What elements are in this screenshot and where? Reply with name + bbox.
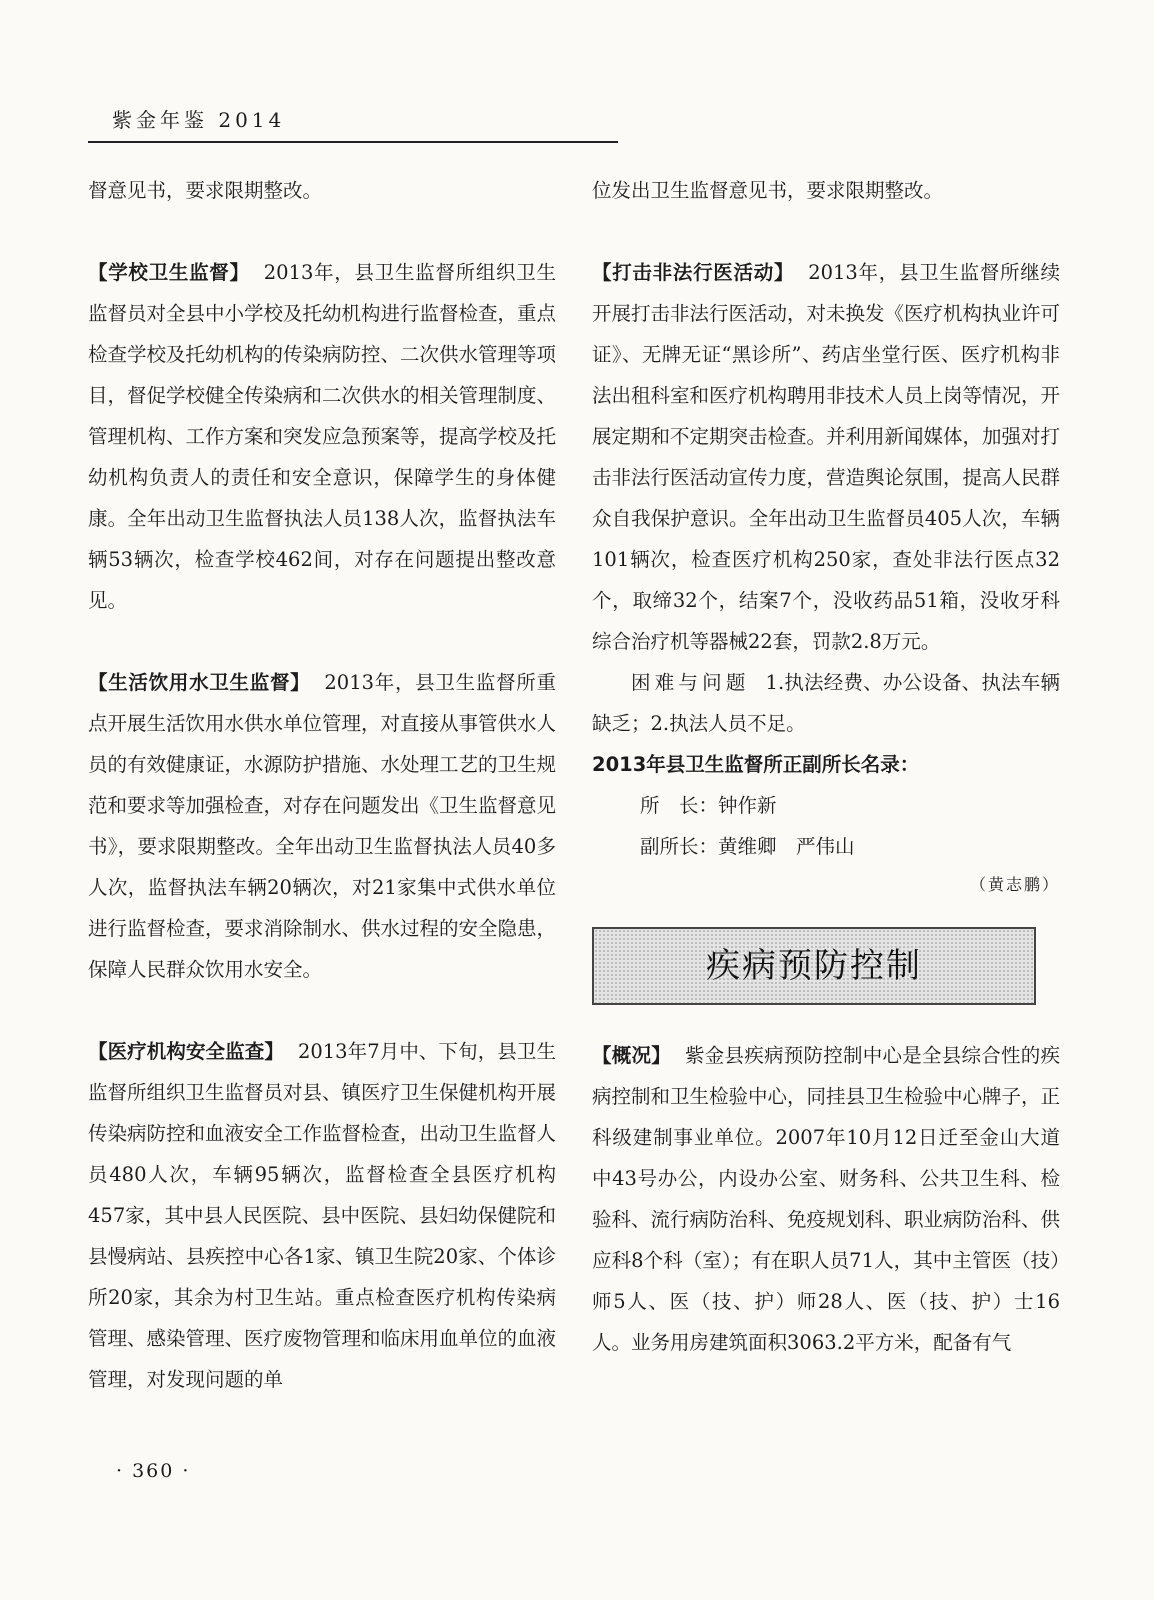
- section-title: 【医疗机构安全监查】: [88, 1040, 284, 1063]
- author-credit: （黄志鹏）: [969, 875, 1060, 894]
- section-body: 2013年，县卫生监督所重点开展生活饮用水供水单位管理，对直接从事管供水人员的有效健康证，水源防护措施、水处理工艺的卫生规范和要求等加强检查，对存在问题发出《卫生监督意见书》，要求限期整改。全年出动卫生监督执法人员40多人次，监督执法车辆20辆次，对21家集中式供水单位进行监督检查，要求消除制水、供水过程的安全隐患，保障人民群众饮用水安全。: [88, 671, 557, 981]
- difficulties-text: 1.执法经费、办公设备、执法车辆缺乏；2.执法人员不足。: [592, 671, 1060, 735]
- left-continuation: 督意见书，要求限期整改。: [88, 179, 323, 202]
- roster-director: 所 长：钟作新: [640, 794, 777, 817]
- section-banner: [592, 927, 1036, 1005]
- school-hygiene-section: [88, 252, 556, 621]
- difficulties-paragraph: [592, 662, 1060, 744]
- roster-deputy: 副所长：黄维卿 严伟山: [640, 835, 855, 858]
- section-body: 2013年，县卫生监督所继续开展打击非法行医活动，对未换发《医疗机构执业许可证》、无牌无证“黑诊所”、药店坐堂行医、医疗机构非法出租科室和医疗机构聘用非技术人员上岗等情况，开展定期和不定期突击检查。并利用新闻媒体，加强对打击非法行医活动宣传力度，营造舆论氛围，提高人民群众自我保护意识。全年出动卫生监督员405人次，车辆101辆次，检查医疗机构250家，查处非法行医点32个，取缔32个，结案7个，没收药品51箱，没收牙科综合治疗机等器械22套，罚款2.8万元。: [592, 261, 1061, 653]
- medical-safety-section: [88, 1031, 556, 1400]
- section-body: 紫金县疾病预防控制中心是全县综合性的疾病控制和卫生检验中心，同挂县卫生检验中心牌子，正科级建制事业单位。2007年10月12日迁至金山大道中43号办公，内设办公室、财务科、公共卫生科、检验科、流行病防治科、免疫规划科、职业病防治科、供应科8个科（室）；有在职人员71人，其中主管医（技）师5人、医（技、护）师28人、医（技、护）士16人。业务用房建筑面积3063.2平方米，配备有气: [592, 1044, 1061, 1354]
- section-body: 2013年7月中、下旬，县卫生监督所组织卫生监督员对县、镇医疗卫生保健机构开展传染病防控和血液安全工作监督检查，出动卫生监督人员480人次，车辆95辆次，监督检查全县医疗机构457家，其中县人民医院、县中医院、县妇幼保健院和县慢病站、县疾控中心各1家、镇卫生院20家、个体诊所20家，其余为村卫生站。重点检查医疗机构传染病管理、感染管理、医疗废物管理和临床用血单位的血液管理，对发现问题的单: [88, 1040, 557, 1391]
- running-title: 紫金年鉴 2014: [112, 108, 286, 132]
- section-title: 【打击非法行医活动】: [592, 261, 795, 284]
- overview-section: [592, 1035, 1060, 1363]
- difficulties-label: 困难与问题: [631, 671, 750, 694]
- page-number: · 360 ·: [116, 1460, 191, 1482]
- drinking-water-section: [88, 662, 556, 990]
- section-body: 2013年，县卫生监督所组织卫生监督员对全县中小学校及托幼机构进行监督检查，重点检查学校及托幼机构的传染病防控、二次供水管理等项目，督促学校健全传染病和二次供水的相关管理制度、管理机构、工作方案和突发应急预案等，提高学校及托幼机构负责人的责任和安全意识，保障学生的身体健康。全年出动卫生监督执法人员138人次，监督执法车辆53辆次，检查学校462间，对存在问题提出整改意见。: [88, 261, 557, 612]
- illegal-practice-section: [592, 252, 1060, 662]
- roster-title: 2013年县卫生监督所正副所长名录：: [592, 753, 920, 776]
- right-continuation: 位发出卫生监督意见书，要求限期整改。: [592, 179, 944, 202]
- banner-title: 疾病预防控制: [706, 945, 922, 986]
- left-column: [88, 170, 556, 1400]
- right-column: [592, 170, 1060, 1363]
- section-title: 【学校卫生监督】: [88, 261, 250, 284]
- section-title: 【概况】: [592, 1044, 671, 1067]
- section-title: 【生活饮用水卫生监督】: [88, 671, 311, 694]
- header-rule: [88, 141, 618, 143]
